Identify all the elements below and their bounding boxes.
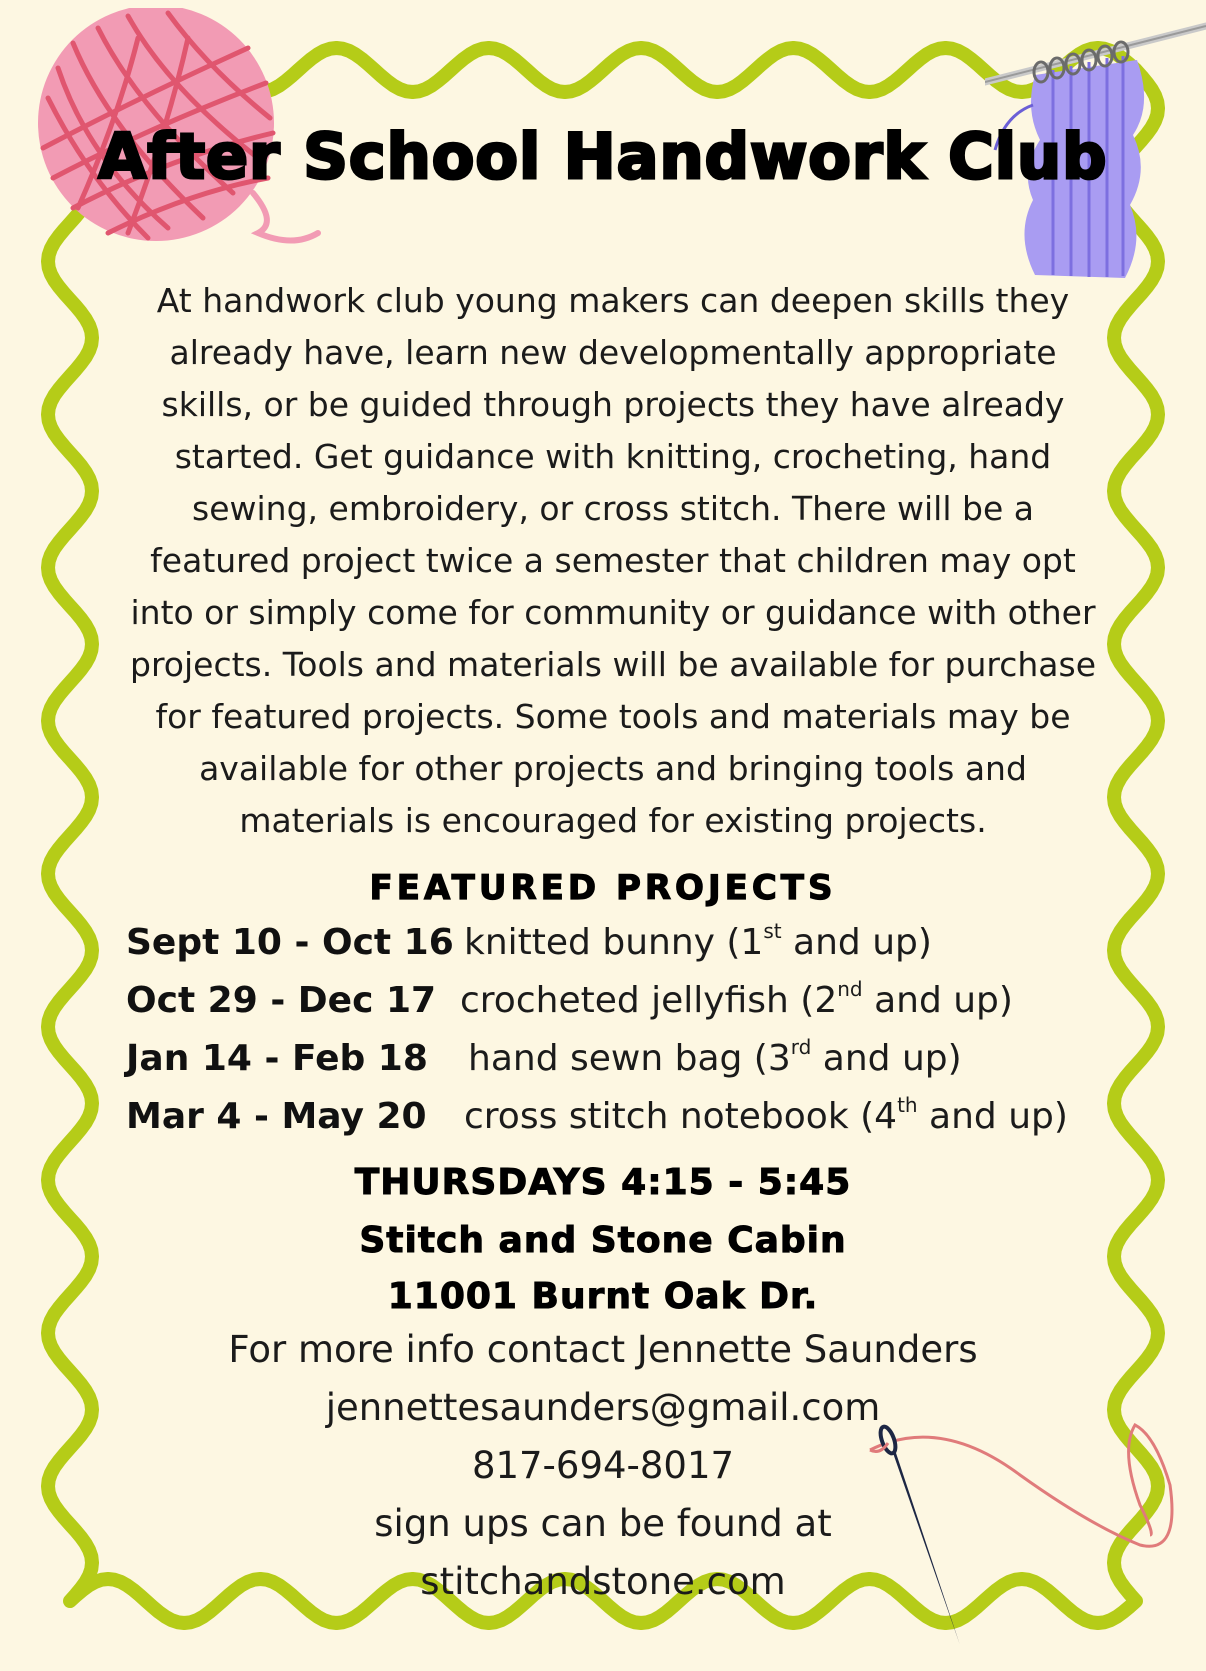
club-description: At handwork club young makers can deepen skills they already have, learn new developmentally appropriate skills, or be guided through projects they have already started. Get guidance with knitting, crocheting, hand sewing, embroidery, or cross stitch. There will be a featured project twice a semester that children may opt into or simply come for community or guidance with other projects. Tools and materials will be available for purchase for featured projects. Some tools and materials may be available for other projects and bringing tools and materials is encouraged for existing projects. <box>130 281 1096 840</box>
project-dates: Mar 4 - May 20 <box>126 1096 427 1137</box>
project-name: cross stitch notebook (4th and up) <box>464 1093 1068 1137</box>
project-dates: Oct 29 - Dec 17 <box>126 980 437 1021</box>
project-name: knitted bunny (1st and up) <box>464 919 932 963</box>
signup-website[interactable]: stitchandstone.com <box>420 1560 786 1603</box>
contact-email[interactable]: jennettesaunders@gmail.com <box>325 1386 881 1429</box>
project-name: crocheted jellyfish (2nd and up) <box>460 977 1013 1021</box>
location-address: 11001 Burnt Oak Dr. <box>387 1276 819 1317</box>
project-dates: Jan 14 - Feb 18 <box>126 1038 428 1079</box>
page-title: After School Handwork Club <box>98 120 1108 193</box>
project-name: hand sewn bag (3rd and up) <box>468 1035 962 1079</box>
featured-projects-heading: FEATURED PROJECTS <box>369 868 837 908</box>
location-name: Stitch and Stone Cabin <box>359 1220 847 1261</box>
meeting-schedule: THURSDAYS 4:15 - 5:45 <box>354 1162 852 1203</box>
contact-phone[interactable]: 817-694-8017 <box>471 1444 735 1487</box>
signup-line: sign ups can be found at <box>374 1502 832 1545</box>
contact-line: For more info contact Jennette Saunders <box>228 1328 978 1371</box>
project-dates: Sept 10 - Oct 16 <box>126 922 454 963</box>
